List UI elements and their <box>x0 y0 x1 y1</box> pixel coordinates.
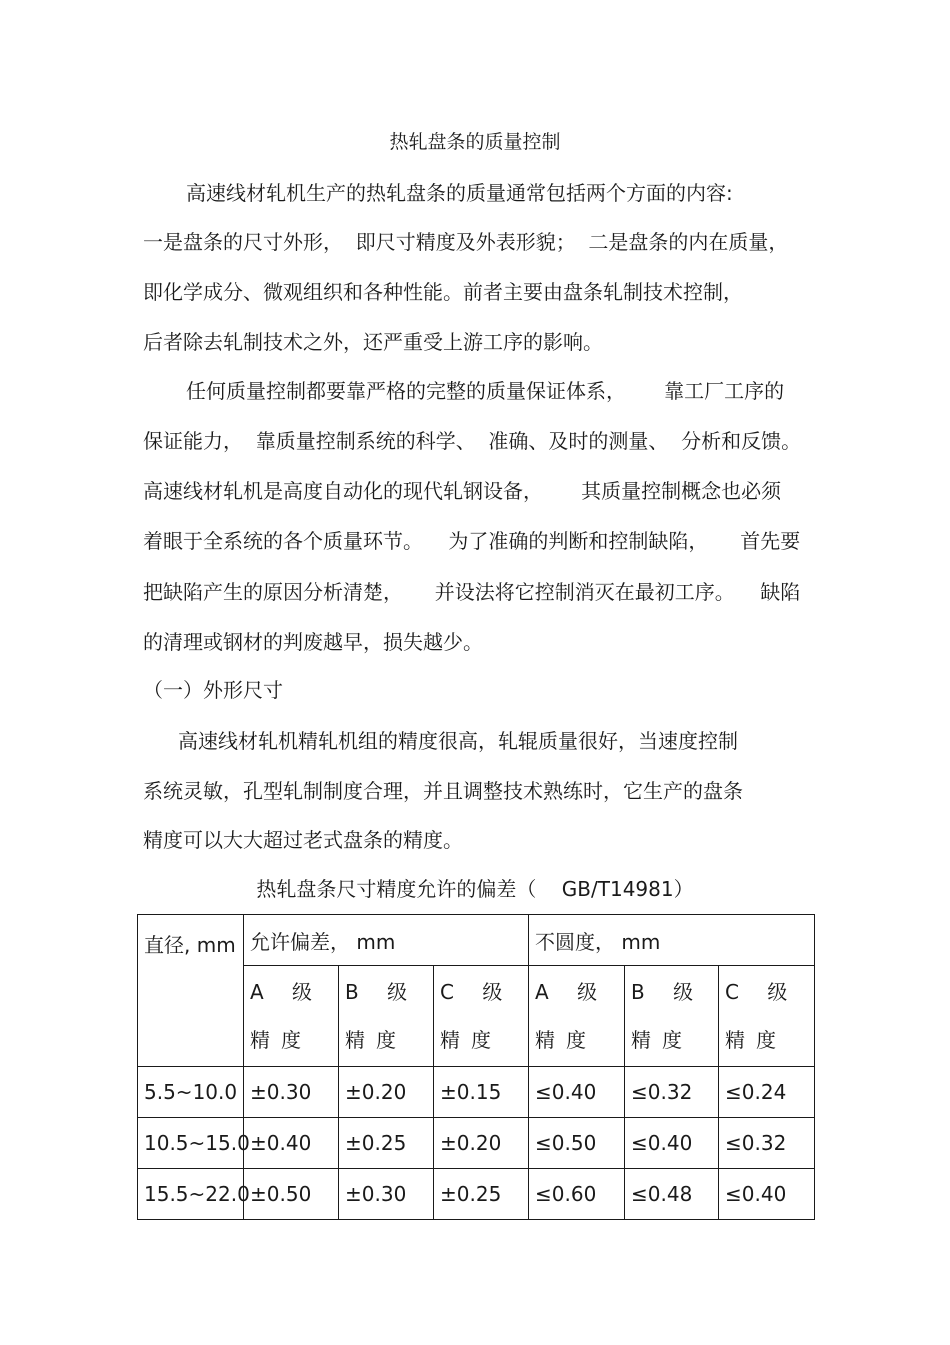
header-grade-a: A 级精度 <box>244 966 339 1067</box>
paragraph-line: 把缺陷产生的原因分析清楚， 并设法将它控制消灭在最初工序。 缺陷 <box>143 580 801 604</box>
paragraph-line: 高速线材轧机生产的热轧盘条的质量通常包括两个方面的内容: <box>186 181 733 205</box>
header-grade-c: C 级精度 <box>434 966 529 1067</box>
cell-dev-b: ±0.30 <box>339 1169 434 1220</box>
cell-diameter: 10.5~15.0 <box>138 1118 244 1169</box>
header-grade-a: A 级精度 <box>529 966 625 1067</box>
cell-oval-b: ≤0.32 <box>625 1067 719 1118</box>
document-title: 热轧盘条的质量控制 <box>389 131 561 153</box>
cell-dev-a: ±0.30 <box>244 1067 339 1118</box>
paragraph-line: 即化学成分、微观组织和各种性能。前者主要由盘条轧制技术控制， <box>143 280 743 304</box>
paragraph-line: 保证能力， 靠质量控制系统的科学、 准确、及时的测量、 分析和反馈。 <box>143 429 802 453</box>
table-caption: 热轧盘条尺寸精度允许的偏差（ GB/T14981） <box>256 877 694 901</box>
header-ovality: 不圆度， mm <box>529 915 815 966</box>
cell-oval-c: ≤0.32 <box>719 1118 815 1169</box>
paragraph-line: 高速线材轧机是高度自动化的现代轧钢设备， 其质量控制概念也必须 <box>143 479 782 503</box>
header-deviation: 允许偏差， mm <box>244 915 529 966</box>
cell-diameter: 15.5~22.0 <box>138 1169 244 1220</box>
paragraph-line: 着眼于全系统的各个质量环节。 为了准确的判断和控制缺陷， 首先要 <box>143 529 801 553</box>
header-grade-b: B 级精度 <box>625 966 719 1067</box>
cell-oval-c: ≤0.40 <box>719 1169 815 1220</box>
paragraph-line: 高速线材轧机精轧机组的精度很高，轧辊质量很好，当速度控制 <box>178 729 738 753</box>
cell-dev-a: ±0.40 <box>244 1118 339 1169</box>
cell-dev-c: ±0.15 <box>434 1067 529 1118</box>
table-row <box>138 1118 815 1169</box>
cell-oval-a: ≤0.60 <box>529 1169 625 1220</box>
paragraph-line: 一是盘条的尺寸外形， 即尺寸精度及外表形貌； 二是盘条的内在质量， <box>143 230 789 254</box>
table-row <box>138 1067 815 1118</box>
cell-dev-c: ±0.25 <box>434 1169 529 1220</box>
paragraph-line: 的清理或钢材的判废越早，损失越少。 <box>143 630 483 654</box>
cell-dev-c: ±0.20 <box>434 1118 529 1169</box>
header-grade-b: B 级精度 <box>339 966 434 1067</box>
cell-oval-b: ≤0.48 <box>625 1169 719 1220</box>
section-heading: （一）外形尺寸 <box>143 678 283 702</box>
cell-oval-a: ≤0.50 <box>529 1118 625 1169</box>
table-header-row <box>138 915 815 966</box>
cell-dev-b: ±0.25 <box>339 1118 434 1169</box>
cell-dev-a: ±0.50 <box>244 1169 339 1220</box>
cell-diameter: 5.5~10.0 <box>138 1067 244 1118</box>
cell-oval-a: ≤0.40 <box>529 1067 625 1118</box>
cell-dev-b: ±0.20 <box>339 1067 434 1118</box>
cell-oval-c: ≤0.24 <box>719 1067 815 1118</box>
table-row <box>138 1169 815 1220</box>
deviation-table <box>137 914 815 1220</box>
header-grade-c: C 级精度 <box>719 966 815 1067</box>
paragraph-line: 精度可以大大超过老式盘条的精度。 <box>143 828 463 852</box>
cell-oval-b: ≤0.40 <box>625 1118 719 1169</box>
paragraph-line: 任何质量控制都要靠严格的完整的质量保证体系， 靠工厂工序的 <box>186 379 785 403</box>
paragraph-line: 后者除去轧制技术之外，还严重受上游工序的影响。 <box>143 330 603 354</box>
paragraph-line: 系统灵敏，孔型轧制制度合理，并且调整技术熟练时，它生产的盘条 <box>143 779 743 803</box>
header-diameter: 直径, mm <box>138 915 244 1067</box>
